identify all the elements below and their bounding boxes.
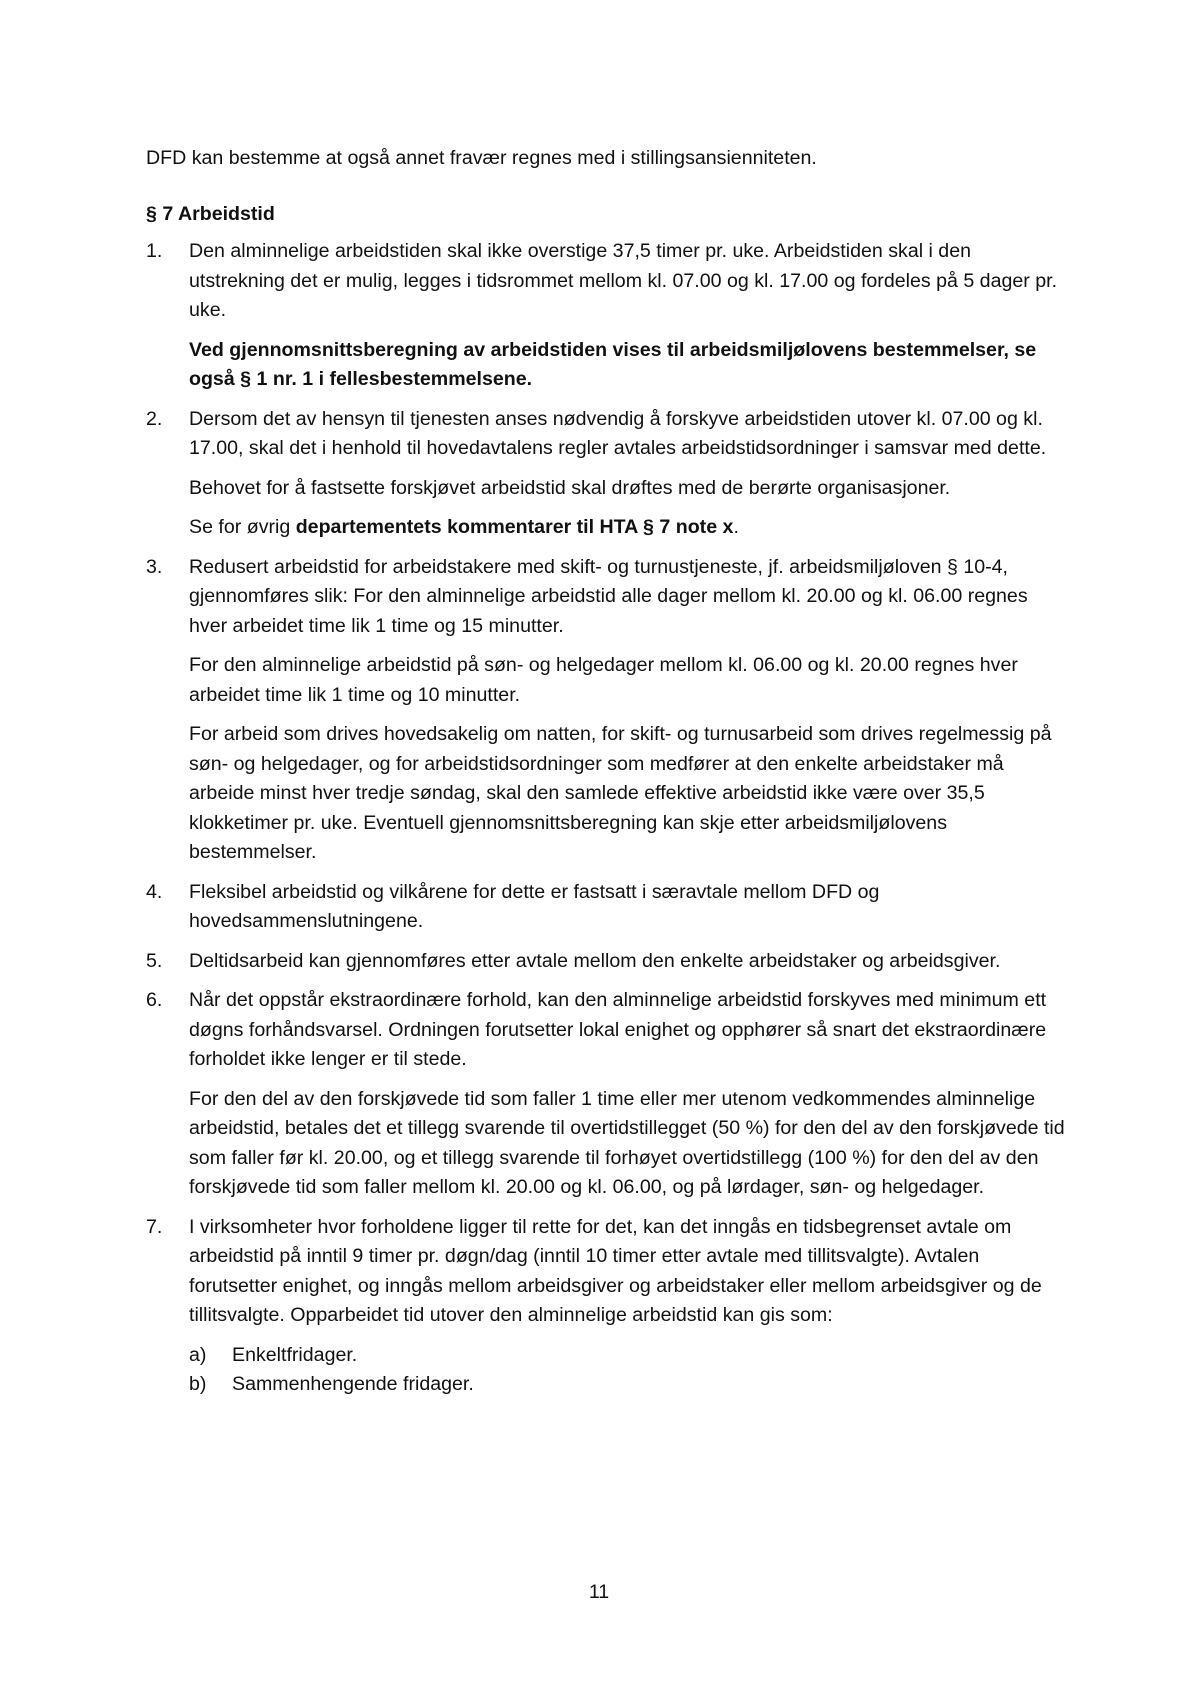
reference-suffix: . [733,516,739,538]
paragraph: For arbeid som drives hovedsakelig om natten, for skift- og turnusarbeid som drives regelmessig på søn- og helgedager, og for arbeidstidsordninger som medfører at den enkelte arbeidstaker må arbeide minst hver tredje søndag, skal den samlede effektive arbeidstid ikke være over 35,5 klokketimer pr. uke. Eventuell gjennomsnittsberegning kan skje etter arbeidsmiljølovens bestemmelser. [189,723,1052,863]
list-item-2 [146,405,1066,543]
list-item-number: 3. [146,555,163,578]
list-item-body [189,947,1066,977]
paragraph: For den alminnelige arbeidstid på søn- og helgedager mellom kl. 06.00 og kl. 20.00 regnes hver arbeidet time lik 1 time og 10 minutter. [189,654,1018,706]
paragraph: Dersom det av hensyn til tjenesten anses nødvendig å forskyve arbeidstiden utover kl. 07.00 og kl. 17.00, skal det i henhold til hovedavtalens regler avtales arbeidstidsordninger i samsvar med dette. [189,407,1047,459]
reference-prefix: Se for øvrig [189,516,296,538]
paragraph: Når det oppstår ekstraordinære forhold, kan den alminnelige arbeidstid forskyves med minimum ett døgns forhåndsvarsel. Ordningen forutsetter lokal enighet og opphører så snart det ekstraordinære forholdet ikke lenger er til stede. [189,989,1047,1070]
list-item-6 [146,986,1066,1203]
list-item-body [189,553,1066,868]
paragraph: I virksomheter hvor forholdene ligger til rette for det, kan det inngås en tidsbegrenset avtale om arbeidstid på inntil 9 timer pr. døgn/dag (inntil 10 timer etter avtale med tillitsvalgte). Avtalen forutsetter enighet, og inngås mellom arbeidsgiver og arbeidstaker eller mellom arbeidsgiver og de tillitsvalgte. Opparbeidet tid utover den alminnelige arbeidstid kan gis som: [189,1215,1042,1326]
paragraph: Behovet for å fastsette forskjøvet arbeidstid skal drøftes med de berørte organisasjoner. [189,476,951,499]
sub-list-label: a) [189,1343,207,1366]
intro-paragraph: DFD kan bestemme at også annet fravær regnes med i stillingsansienniteten. [146,147,817,169]
list-item-body [189,986,1066,1203]
sub-list [189,1341,1066,1400]
list-item-5 [146,947,1066,977]
list-item-number: 2. [146,407,163,430]
list-item-number: 7. [146,1215,163,1238]
paragraph: Den alminnelige arbeidstiden skal ikke overstige 37,5 timer pr. uke. Arbeidstiden skal i den utstrekning det er mulig, legges i tidsrommet mellom kl. 07.00 og kl. 17.00 og fordeles på 5 dager pr. uke. [189,240,1058,321]
list-item-number: 4. [146,880,163,903]
paragraph: Fleksibel arbeidstid og vilkårene for dette er fastsatt i særavtale mellom DFD og hovedsammenslutningene. [189,880,880,932]
sub-list-text: Enkeltfridager. [232,1343,358,1366]
list-item-body [189,878,1066,937]
section-heading: § 7 Arbeidstid [146,202,275,225]
list-item-body [189,237,1066,395]
reference-bold: departementets kommentarer til HTA § 7 note x [295,516,734,538]
list-item-number: 1. [146,240,163,262]
list-item-1 [146,237,1066,395]
list-item-3 [146,553,1066,868]
list-item-body [189,1213,1066,1400]
list-item-number: 6. [146,989,163,1011]
reference-paragraph [189,513,1066,543]
page-number: 11 [588,1581,610,1603]
paragraph: Deltidsarbeid kan gjennomføres etter avtale mellom den enkelte arbeidstaker og arbeidsgiver. [189,949,1001,972]
paragraph: For den del av den forskjøvede tid som faller 1 time eller mer utenom vedkommendes alminnelige arbeidstid, betales det et tillegg svarende til overtidstillegget (50 %) for den del av den forskjøvede tid som faller før kl. 20.00, og et tillegg svarende til forhøyet overtidstillegg (100 %) for den del av den forskjøvede tid som faller mellom kl. 20.00 og kl. 06.00, og på lørdager, søn- og helgedager. [189,1087,1065,1198]
sub-list-label: b) [189,1373,207,1395]
sub-list-item [189,1370,1066,1400]
sub-list-text: Sammenhengende fridager. [232,1373,474,1395]
sub-list-item [189,1341,1066,1371]
list-item-number: 5. [146,949,163,972]
list-item-7 [146,1213,1066,1400]
paragraph: Redusert arbeidstid for arbeidstakere med skift- og turnustjeneste, jf. arbeidsmiljøloven § 10-4, gjennomføres slik: For den alminnelige arbeidstid alle dager mellom kl. 20.00 og kl. 06.00 regnes hver arbeidet time lik 1 time og 15 minutter. [189,555,1028,637]
page-content [146,144,1066,1410]
list-item-4 [146,878,1066,937]
list-item-body [189,405,1066,543]
bold-paragraph: Ved gjennomsnittsberegning av arbeidstiden vises til arbeidsmiljølovens bestemmelser, se også § 1 nr. 1 i fellesbestemmelsene. [189,338,1037,390]
